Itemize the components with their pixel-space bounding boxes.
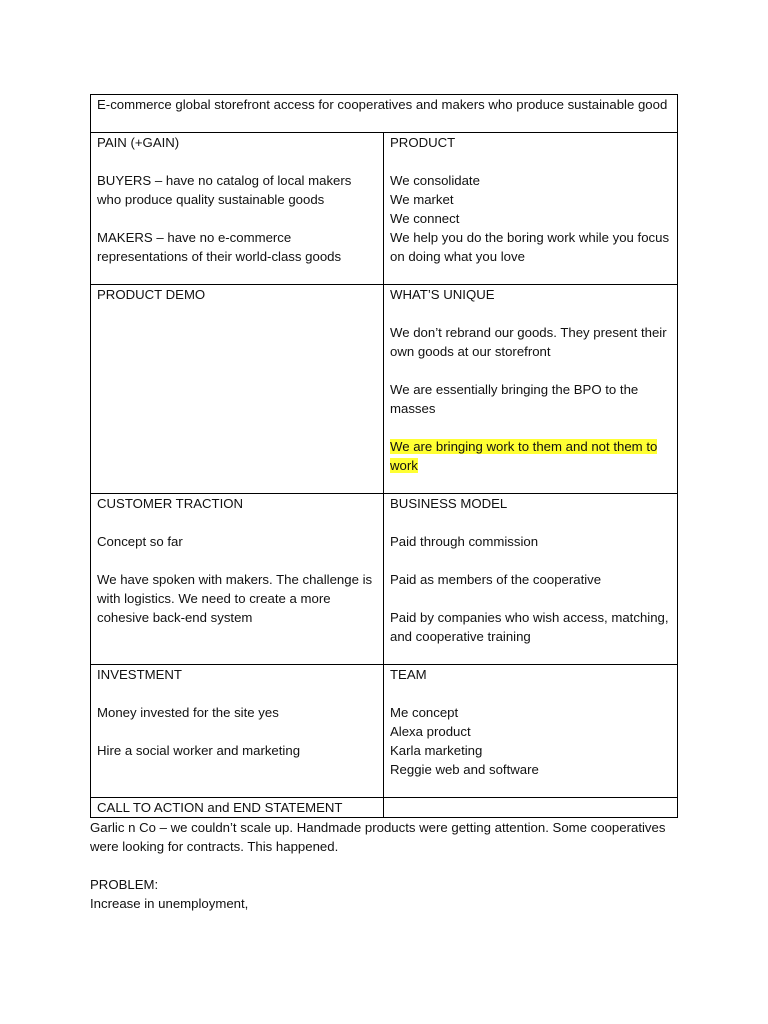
unique-cell (384, 285, 678, 494)
pain-heading: PAIN (+GAIN) (97, 135, 180, 150)
product-line: We market (390, 192, 454, 207)
investment-paragraph: Money invested for the site yes (97, 705, 279, 720)
product-heading: PRODUCT (390, 135, 456, 150)
cta-cell (91, 798, 384, 818)
traction-cell (91, 494, 384, 665)
business-model-paragraph: Paid by companies who wish access, matching, and cooperative training (390, 610, 669, 644)
story-paragraph: Garlic n Co – we couldn’t scale up. Handmade products were getting attention. Some cooperatives were looking for contracts. This happened. (90, 820, 666, 854)
problem-text: Increase in unemployment, (90, 896, 249, 911)
unique-paragraph: We are essentially bringing the BPO to the masses (390, 382, 639, 416)
unique-paragraph: We don’t rebrand our goods. They present their own goods at our storefront (390, 325, 667, 359)
pain-buyers: BUYERS – have no catalog of local makers who produce quality sustainable goods (97, 173, 352, 207)
traction-paragraph: Concept so far (97, 534, 183, 549)
product-line: We help you do the boring work while you focus on doing what you love (390, 230, 670, 264)
business-model-paragraph: Paid as members of the cooperative (390, 572, 602, 587)
unique-heading: WHAT’S UNIQUE (390, 287, 495, 302)
pain-makers: MAKERS – have no e-commerce representations of their world-class goods (97, 230, 342, 264)
pain-cell (91, 133, 384, 285)
product-demo-heading: PRODUCT DEMO (97, 287, 206, 302)
team-cell (384, 665, 678, 798)
body-text (90, 818, 690, 913)
cta-empty-cell (384, 798, 678, 818)
investment-paragraph: Hire a social worker and marketing (97, 743, 301, 758)
team-member: Karla marketing (390, 743, 483, 758)
traction-heading: CUSTOMER TRACTION (97, 496, 244, 511)
investment-heading: INVESTMENT (97, 667, 182, 682)
highlighted-statement: We are bringing work to them and not them to work (390, 439, 658, 473)
product-line: We connect (390, 211, 460, 226)
business-model-paragraph: Paid through commission (390, 534, 539, 549)
team-member: Me concept (390, 705, 459, 720)
product-cell (384, 133, 678, 285)
problem-label: PROBLEM: (90, 877, 159, 892)
document-title: E-commerce global storefront access for cooperatives and makers who produce sustainable good (97, 97, 668, 112)
team-member: Alexa product (390, 724, 471, 739)
traction-paragraph: We have spoken with makers. The challenge is with logistics. We need to create a more cohesive back-end system (97, 572, 373, 625)
business-model-cell (384, 494, 678, 665)
investment-cell (91, 665, 384, 798)
header-cell (91, 95, 678, 133)
team-heading: TEAM (390, 667, 427, 682)
product-line: We consolidate (390, 173, 480, 188)
cta-heading: CALL TO ACTION and END STATEMENT (97, 800, 343, 815)
pitch-canvas-table (90, 94, 678, 818)
business-model-heading: BUSINESS MODEL (390, 496, 508, 511)
product-demo-cell (91, 285, 384, 494)
team-member: Reggie web and software (390, 762, 539, 777)
